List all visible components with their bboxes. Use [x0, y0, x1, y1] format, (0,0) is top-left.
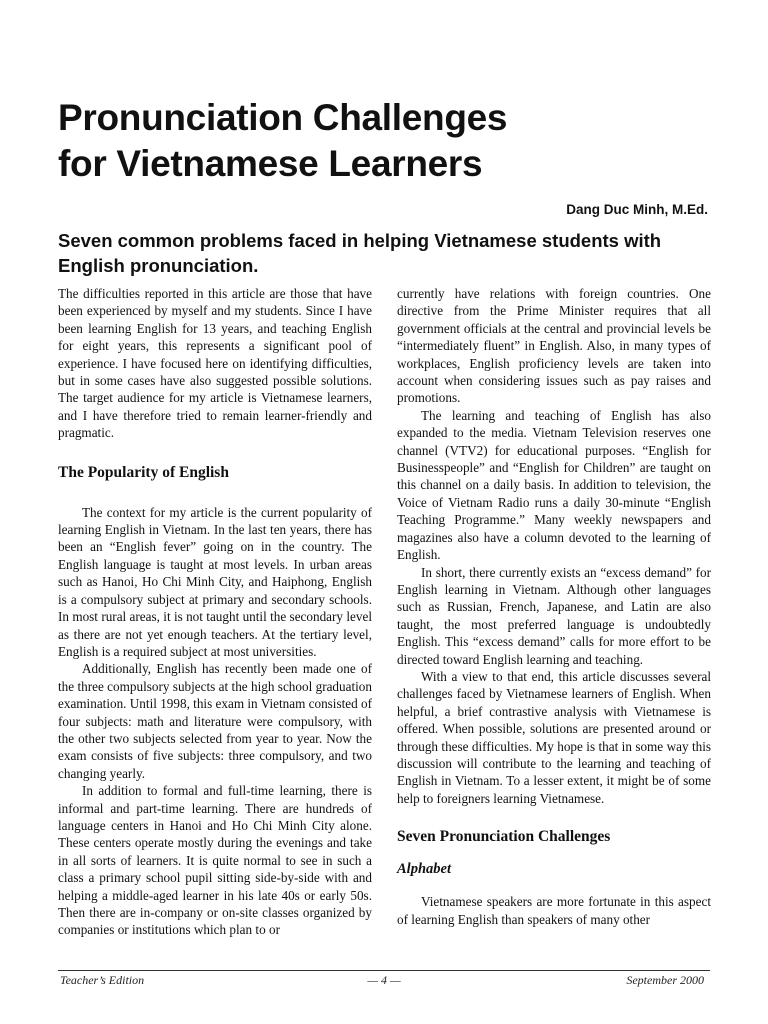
title-line-1: Pronunciation Challenges	[58, 97, 508, 138]
article-subtitle: Seven common problems faced in helping Vietnamese students with English pronunciation.	[58, 230, 662, 276]
left-column	[58, 285, 372, 939]
page-number: — 4 —	[367, 973, 401, 987]
title-line-2: for Vietnamese Learners	[58, 143, 483, 184]
footer-rule	[58, 970, 710, 971]
body-paragraph: With a view to that end, this article discusses several challenges faced by Vietnamese learners of English. When helpful, a brief contrastive analysis with Vietnamese is offered. When possible, solutions are presented around or through these difficulties. My hope is that in some way this discussion will contribute to the learning and teaching of English in Vietnam. To a lesser extent, it might be of some help to foreigners learning Vietnamese.	[397, 668, 711, 806]
right-column	[397, 285, 711, 928]
body-paragraph: In addition to formal and full-time learning, there is informal and part-time learning. There are hundreds of language centers in Hanoi and Ho Chi Minh City alone. These centers operate mostly during the evenings and take in all sorts of learners. It is quite normal to see in such a class a primary school pupil sitting side-by-side with and helping a middle-aged learner in his late 40s or early 50s. Then there are in-company or on-site classes organized by companies or institutions which plan to or	[58, 783, 372, 938]
article-title	[58, 95, 718, 187]
intro-paragraph: The difficulties reported in this article are those that have been experienced by myself and my students. Since I have been learning English for 13 years, and teaching English for eight years, this represents a significant pool of experience. I have focused here on identifying difficulties, but in some cases have also suggested possible solutions. The target audience for my article is Vietnamese learners, and I have therefore tried to remain learner-friendly and pragmatic.	[58, 286, 372, 441]
body-paragraph: The learning and teaching of English has also expanded to the media. Vietnam Television reserves one channel (VTV2) for educational purposes. “English for Businesspeople” and “English for Children” are taught on this channel on a daily basis. In addition to television, the Voice of Vietnam Radio runs a daily 30-minute “English Teaching Programme.” Many weekly newspapers and magazines also have a column devoted to the learning of English.	[397, 407, 711, 563]
body-paragraph: In short, there currently exists an “excess demand” for English learning in Vietnam. Although other languages such as Russian, French, Japanese, and Latin are also taught, the most preferred language is undoubtedly English. This “excess demand” calls for more effort to be directed toward English learning and teaching.	[397, 564, 711, 667]
body-paragraph: currently have relations with foreign countries. One directive from the Prime Minister requires that all government officials at the central and provincial levels be “intermediately fluent” in English. Also, in many types of workplaces, English proficiency levels are taken into account when considering issues such as pay raises and promotions.	[397, 286, 711, 406]
section-heading-popularity: The Popularity of English	[58, 463, 229, 481]
body-paragraph: The context for my article is the current popularity of learning English in Vietnam. In the last ten years, there has been an “English fever” going on in the country. The English language is taught at most levels. In urban areas such as Hanoi, Ho Chi Minh City, and Haiphong, English is a compulsory subject at primary and secondary schools. In most rural areas, it is not taught until the secondary level as there are not yet enough teachers. At the tertiary level, English is a required subject at most universities.	[58, 504, 372, 659]
author-byline: Dang Duc Minh, M.Ed.	[566, 202, 708, 217]
subsection-heading-alphabet: Alphabet	[397, 861, 451, 878]
section-heading-challenges: Seven Pronunciation Challenges	[397, 828, 611, 846]
footer-publication: Teacher’s Edition	[60, 973, 145, 987]
body-paragraph: Vietnamese speakers are more fortunate in this aspect of learning English than speakers of many other	[397, 894, 711, 927]
footer-date: September 2000	[626, 973, 704, 987]
body-paragraph: Additionally, English has recently been made one of the three compulsory subjects at the high school graduation examination. Until 1998, this exam in Vietnam consisted of four subjects: math and literature were compulsory, with the other two subjects selected from year to year. Now the exam consists of five subjects: three compulsory, and two changing yearly.	[58, 661, 372, 781]
